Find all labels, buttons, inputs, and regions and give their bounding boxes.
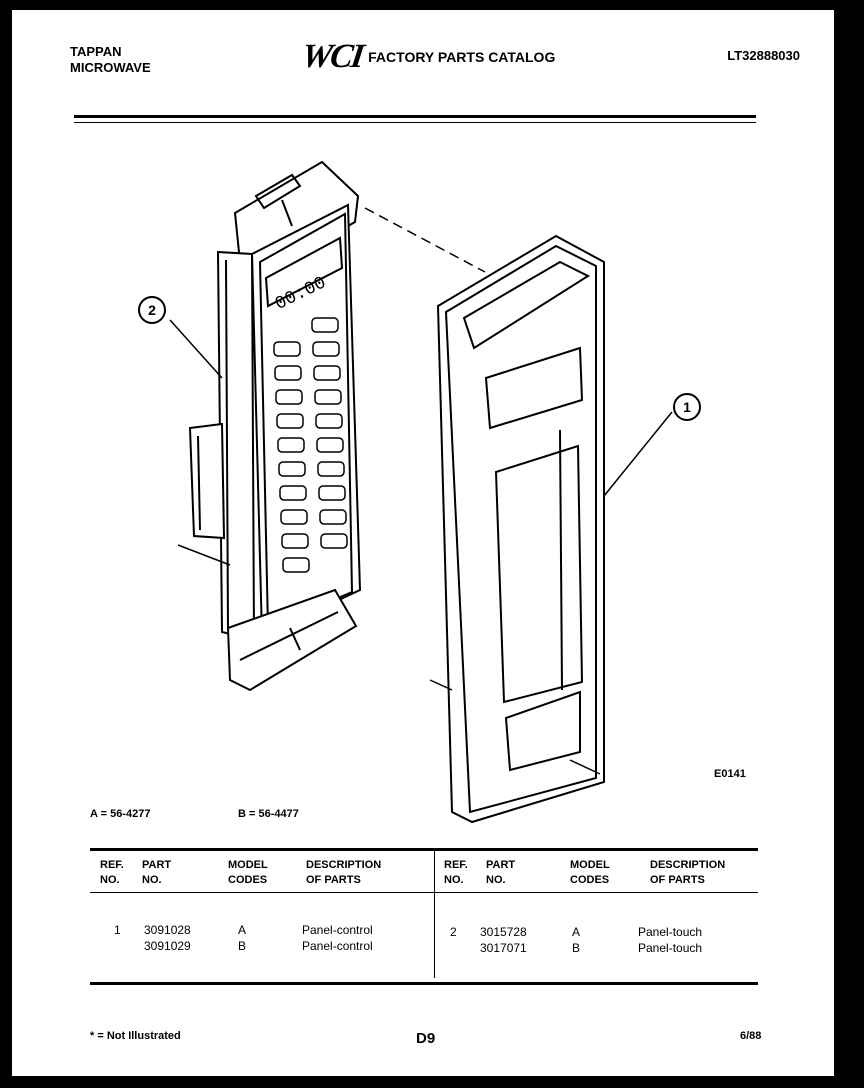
callout-1-label: 1 [683, 399, 691, 415]
header-part-right: PART NO. [486, 859, 516, 886]
display-readout: 00:00 [272, 273, 330, 315]
revision-date: 6/88 [740, 1030, 762, 1042]
table-cell: Panel-touch [638, 941, 703, 955]
catalog-title: FACTORY PARTS CATALOG [368, 49, 556, 65]
table-header-rule [90, 892, 758, 893]
model-key-b: B = 56-4477 [238, 808, 299, 820]
table-bottom-rule [90, 982, 758, 985]
table-cell: 2 [450, 925, 457, 939]
table-cell: B [572, 941, 581, 955]
header-desc-left: DESCRIPTION OF PARTS [306, 859, 382, 886]
table-cell: Panel-touch [638, 925, 703, 939]
header-desc-right: DESCRIPTION OF PARTS [650, 859, 726, 886]
model-key-a: A = 56-4277 [90, 808, 151, 820]
table-cell: Panel-control [302, 923, 373, 937]
drawing-code: E0141 [714, 768, 746, 780]
table-cell: 3091028 [144, 923, 191, 937]
table-cell: Panel-control [302, 939, 373, 953]
product-type: MICROWAVE [70, 60, 151, 75]
table-top-rule [90, 848, 758, 851]
callout-2 [139, 297, 165, 323]
touch-panel-frame [438, 236, 604, 822]
brand-name: TAPPAN [70, 44, 122, 59]
document-number: LT32888030 [727, 48, 800, 63]
header-model-left: MODEL CODES [228, 859, 268, 886]
callout-1 [674, 394, 700, 420]
footnote: * = Not Illustrated [90, 1030, 181, 1042]
control-panel-assembly [190, 162, 360, 690]
wci-logo: WCI [299, 38, 365, 75]
parts-table [80, 838, 758, 974]
header-ref-left: REF. NO. [100, 859, 124, 886]
header-model-right: MODEL CODES [570, 859, 610, 886]
table-cell: A [572, 925, 581, 939]
table-cell: A [238, 923, 247, 937]
table-cell: 3017071 [480, 941, 527, 955]
table-divider [434, 848, 435, 978]
callout-2-label: 2 [148, 302, 156, 318]
page-number: D9 [416, 1030, 436, 1047]
table-cell: 3091029 [144, 939, 191, 953]
table-cell: B [238, 939, 247, 953]
header-ref-right: REF. NO. [444, 859, 468, 886]
table-cell: 3015728 [480, 925, 527, 939]
table-cell: 1 [114, 923, 121, 937]
header-part-left: PART NO. [142, 859, 172, 886]
